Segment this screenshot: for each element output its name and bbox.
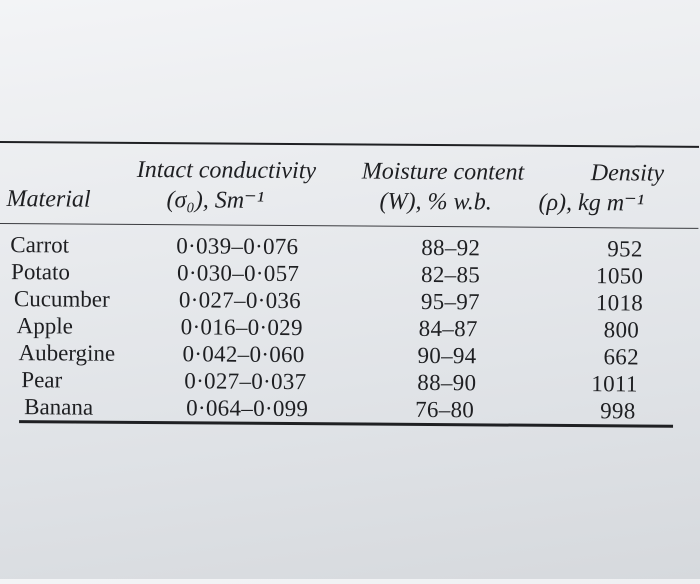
cell-material: Cucumber [13, 286, 110, 312]
cell-moisture: 82–85 [421, 261, 481, 288]
header-moisture-line2: (W), % w.b. [379, 188, 492, 216]
header-density-line1: Density [590, 160, 665, 187]
header-moisture-line1: Moisture content [361, 158, 525, 186]
table-top-rule [0, 141, 699, 148]
cell-density: 952 [607, 236, 643, 262]
cell-density: 1050 [596, 263, 644, 289]
cell-material: Pear [21, 367, 63, 393]
cell-moisture: 84–87 [418, 315, 478, 342]
header-conductivity-line1: Intact conductivity [136, 156, 317, 185]
cell-conductivity: 0·030–0·057 [177, 260, 300, 287]
header-conductivity-line2: (σ₀), Sm⁻¹ [166, 187, 265, 214]
cell-moisture: 88–90 [417, 369, 477, 396]
cell-material: Apple [16, 313, 74, 339]
cell-conductivity: 0·016–0·029 [180, 314, 303, 341]
cell-density: 1018 [595, 290, 644, 316]
cell-moisture: 95–97 [420, 288, 480, 315]
cell-conductivity: 0·027–0·037 [184, 368, 307, 395]
cell-material: Banana [24, 394, 94, 420]
cell-material: Potato [11, 259, 70, 285]
cell-conductivity: 0·039–0·076 [176, 233, 299, 260]
header-density-line2: (ρ), kg m⁻¹ [538, 189, 645, 217]
cell-conductivity: 0·027–0·036 [178, 287, 302, 314]
cell-moisture: 90–94 [417, 342, 477, 369]
cell-density: 800 [603, 317, 640, 343]
cell-density: 998 [600, 398, 636, 424]
cell-moisture: 76–80 [415, 396, 475, 423]
table-bottom-rule [19, 420, 673, 428]
header-material: Material [6, 186, 91, 213]
cell-conductivity: 0·064–0·099 [186, 395, 309, 422]
cell-material: Aubergine [18, 340, 116, 366]
cell-conductivity: 0·042–0·060 [182, 341, 305, 368]
cell-moisture: 88–92 [421, 234, 481, 261]
cell-density: 662 [603, 344, 640, 370]
cell-material: Carrot [10, 232, 70, 258]
cell-density: 1011 [591, 371, 638, 397]
header-divider [0, 223, 698, 229]
